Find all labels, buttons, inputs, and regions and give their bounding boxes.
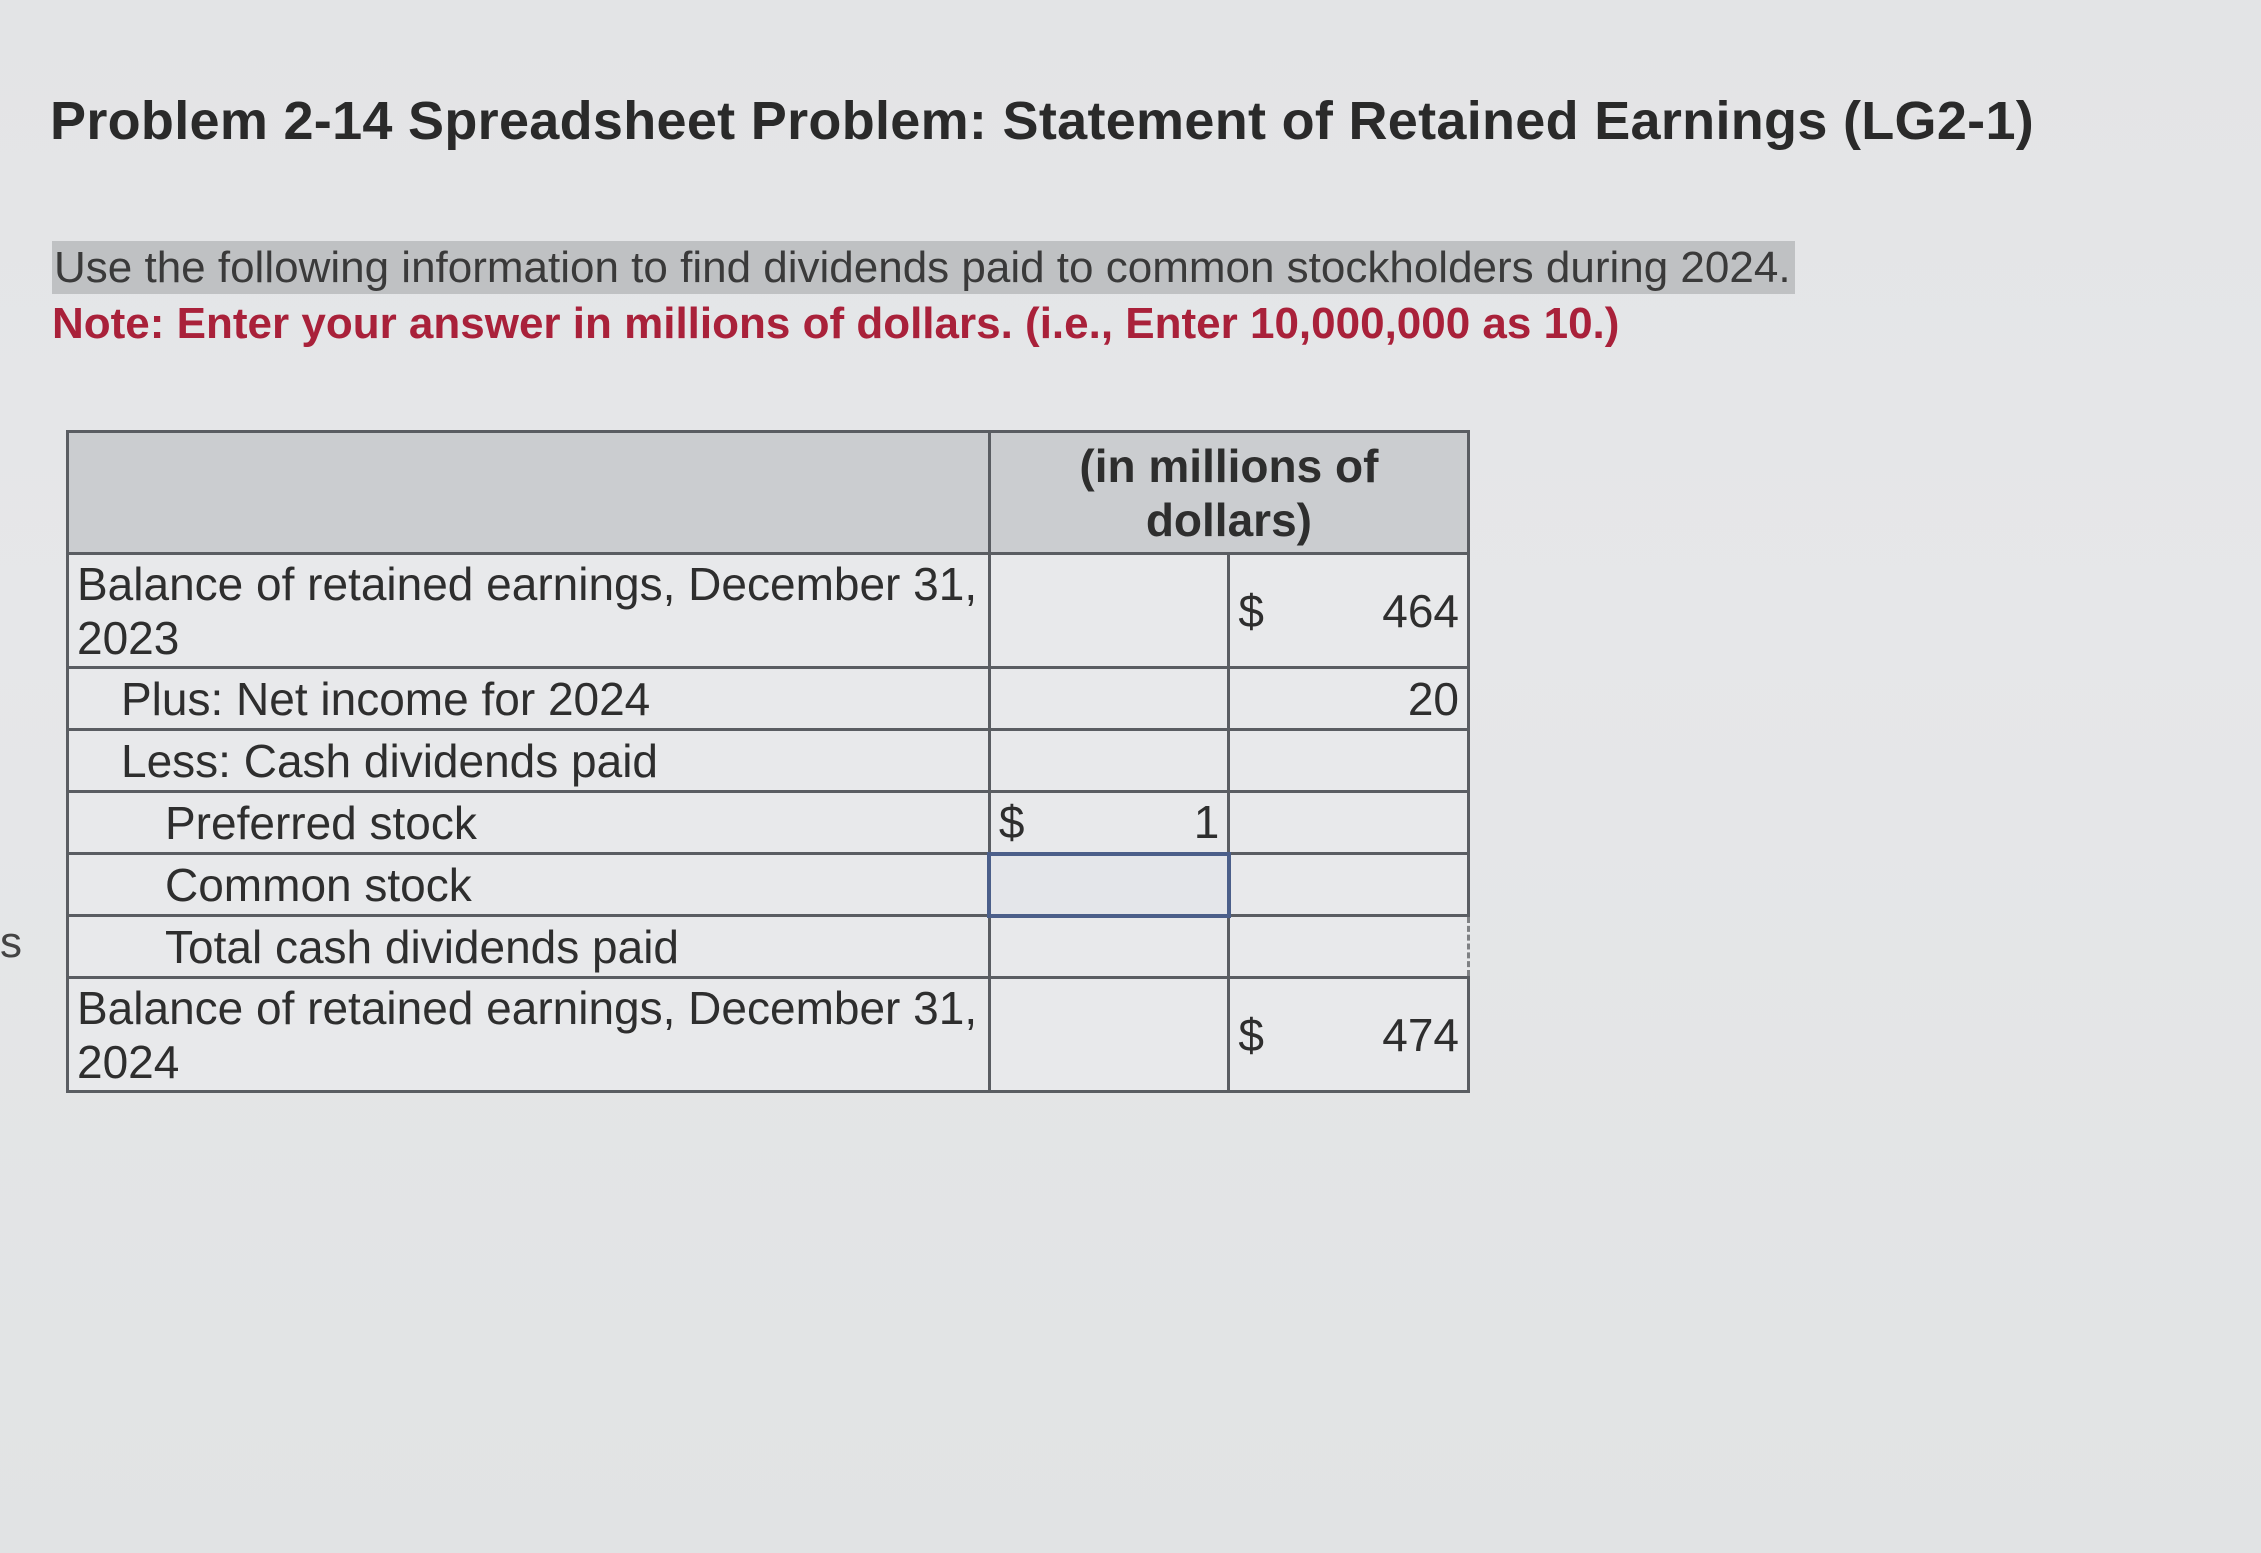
row-net-income xyxy=(68,668,1469,730)
common-stock-col-b xyxy=(1229,854,1469,916)
header-units: (in millions of dollars) xyxy=(989,432,1468,554)
preferred-stock-value: 1 xyxy=(1193,796,1220,849)
row-begin-balance xyxy=(68,554,1469,668)
less-dividends-col-b xyxy=(1229,730,1469,792)
common-stock-input[interactable] xyxy=(989,854,1229,916)
currency-symbol: $ xyxy=(998,796,1025,849)
net-income-label: Plus: Net income for 2024 xyxy=(68,668,990,730)
currency-symbol: $ xyxy=(1238,1008,1264,1061)
row-preferred-stock xyxy=(68,792,1469,854)
begin-balance-col-a xyxy=(989,554,1229,668)
total-dividends-value xyxy=(1229,916,1469,978)
preferred-stock-col-b xyxy=(1229,792,1469,854)
retained-earnings-table xyxy=(66,430,1470,1093)
problem-title: Problem 2-14 Spreadsheet Problem: Statement of Retained Earnings (LG2-1) xyxy=(50,91,2035,151)
begin-balance-value-cell xyxy=(1229,554,1469,668)
row-end-balance xyxy=(68,978,1469,1092)
instruction-text: Use the following information to find dividends paid to common stockholders during 2024. xyxy=(52,241,1795,294)
preferred-stock-label: Preferred stock xyxy=(68,792,990,854)
preferred-stock-value-cell xyxy=(989,792,1229,854)
instructions xyxy=(52,240,1795,352)
end-balance-value: 474 xyxy=(1382,1008,1459,1061)
less-dividends-label: Less: Cash dividends paid xyxy=(68,730,990,792)
note-text: Note: Enter your answer in millions of dollars. (i.e., Enter 10,000,000 as 10.) xyxy=(52,299,1620,348)
end-balance-value-cell xyxy=(1229,978,1469,1092)
side-letter: s xyxy=(0,918,22,967)
row-less-dividends xyxy=(68,730,1469,792)
less-dividends-col-a xyxy=(989,730,1229,792)
currency-symbol: $ xyxy=(1238,584,1264,637)
end-balance-col-a xyxy=(989,978,1229,1092)
total-dividends-label: Total cash dividends paid xyxy=(68,916,990,978)
common-stock-label: Common stock xyxy=(68,854,990,916)
begin-balance-label: Balance of retained earnings, December 31, 2023 xyxy=(68,554,990,668)
total-dividends-col-a xyxy=(989,916,1229,978)
header-blank-cell xyxy=(68,432,990,554)
end-balance-label: Balance of retained earnings, December 31, 2024 xyxy=(68,978,990,1092)
net-income-col-a xyxy=(989,668,1229,730)
row-total-dividends xyxy=(68,916,1469,978)
table-header-row xyxy=(68,432,1469,554)
begin-balance-value: 464 xyxy=(1382,584,1459,637)
row-common-stock xyxy=(68,854,1469,916)
net-income-value: 20 xyxy=(1229,668,1469,730)
